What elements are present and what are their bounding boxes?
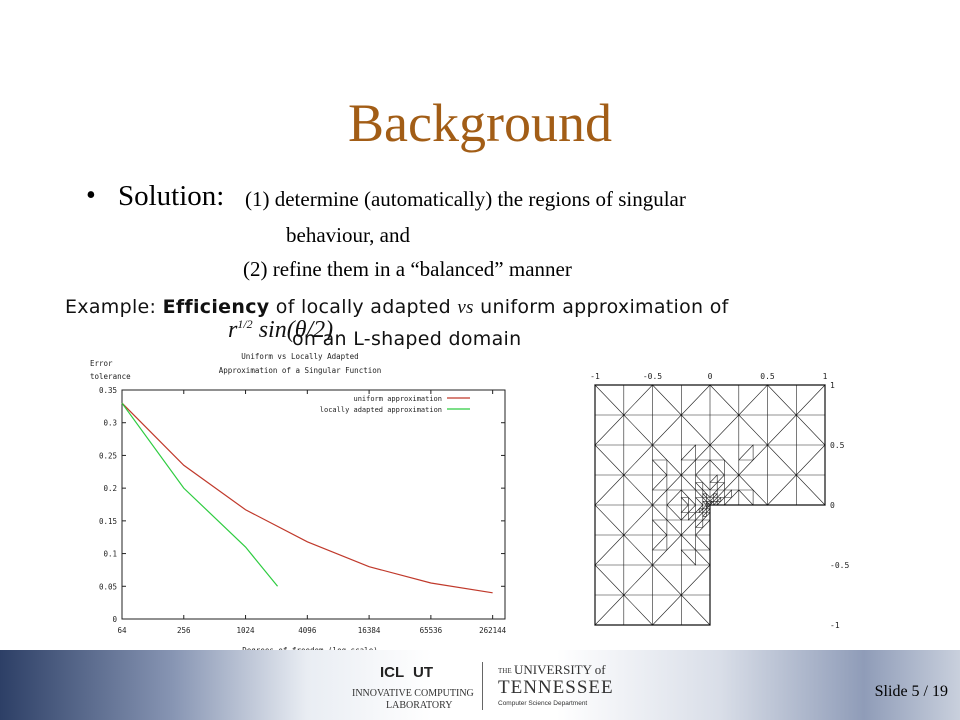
mesh-top-tick-1: -0.5: [642, 372, 663, 381]
icl-logo-ut: UT: [413, 664, 433, 681]
ut-logo-tennessee: TENNESSEE: [498, 677, 614, 698]
legend-label-0: uniform approximation: [353, 395, 442, 403]
chart-plot-frame: [122, 390, 505, 619]
mesh-right-tick-4: -1: [830, 621, 840, 630]
example-text: [65, 296, 729, 319]
example-bold: Efficiency: [162, 296, 270, 318]
y-tick-label-2: 0.1: [103, 549, 117, 559]
chart-ylabel-2: tolerance: [90, 372, 131, 381]
slide-number: Slide 5 / 19: [874, 683, 948, 700]
ut-logo-dept: Computer Science Department: [498, 700, 588, 707]
x-tick-label-1: 256: [177, 626, 191, 635]
y-tick-label-5: 0.25: [98, 451, 117, 461]
legend-label-1: locally adapted approximation: [319, 406, 442, 414]
mesh-right-tick-2: 0: [830, 501, 835, 510]
chart-ylabel-1: Error: [90, 359, 113, 368]
formula-rest: sin(θ/2): [252, 317, 334, 343]
y-tick-label-4: 0.2: [103, 484, 117, 494]
l-shaped-mesh: [590, 370, 860, 635]
y-tick-label-0: 0: [112, 615, 117, 624]
solution-line-3: (2) refine them in a “balanced” manner: [243, 257, 572, 281]
icl-logo-line2: LABORATORY: [386, 700, 453, 711]
mesh-top-tick-3: 0.5: [760, 372, 775, 381]
mesh-right-tick-3: -0.5: [830, 561, 850, 570]
mesh-top-tick-0: -1: [590, 372, 600, 381]
solution-line-2: behaviour, and: [286, 223, 410, 247]
mesh-right-tick-1: 0.5: [830, 441, 845, 450]
bullet-marker: •: [86, 180, 96, 211]
formula-exponent: 1/2: [237, 317, 253, 331]
example-end: uniform approximation of: [473, 296, 729, 318]
ut-logo-university: UNIVERSITY of: [514, 662, 606, 677]
logo-divider: [482, 662, 483, 710]
mesh-right-tick-0: 1: [830, 381, 835, 390]
chart-subtitle: Approximation of a Singular Function: [218, 366, 382, 375]
slide-title: Background: [348, 93, 612, 153]
series-line-1: [122, 403, 278, 586]
solution-label: Solution:: [118, 180, 225, 212]
icl-logo-icl: ICL: [380, 664, 405, 681]
x-tick-label-5: 65536: [419, 626, 443, 635]
example-line-2: on an L-shaped domain: [292, 328, 522, 350]
y-tick-label-3: 0.15: [98, 516, 117, 526]
icl-logo-line1: INNOVATIVE COMPUTING: [352, 688, 474, 699]
y-tick-label-1: 0.05: [98, 582, 117, 592]
x-tick-label-2: 1024: [236, 626, 255, 635]
x-tick-label-6: 262144: [479, 626, 507, 635]
chart-title: Uniform vs Locally Adapted: [241, 352, 359, 361]
icl-logo: [350, 660, 480, 714]
x-tick-label-4: 16384: [357, 626, 381, 635]
mesh-top-tick-4: 1: [822, 372, 828, 381]
ut-logo: [490, 660, 614, 714]
error-chart: [60, 352, 540, 657]
example-mid: of locally adapted: [269, 296, 458, 318]
example-prefix: Example:: [65, 296, 163, 318]
x-tick-label-3: 4096: [298, 626, 317, 635]
footer-bar: [0, 650, 960, 720]
formula: [228, 317, 333, 344]
example-vs: vs: [457, 297, 474, 318]
y-tick-label-7: 0.35: [98, 386, 117, 395]
x-tick-label-0: 64: [117, 626, 127, 635]
series-line-0: [122, 403, 493, 593]
solution-line-1: (1) determine (automatically) the regions of singular: [245, 187, 686, 211]
ut-logo-the: THE: [498, 667, 512, 675]
y-tick-label-6: 0.3: [103, 418, 117, 428]
formula-base: r: [228, 317, 238, 343]
mesh-top-tick-2: 0: [707, 372, 713, 381]
